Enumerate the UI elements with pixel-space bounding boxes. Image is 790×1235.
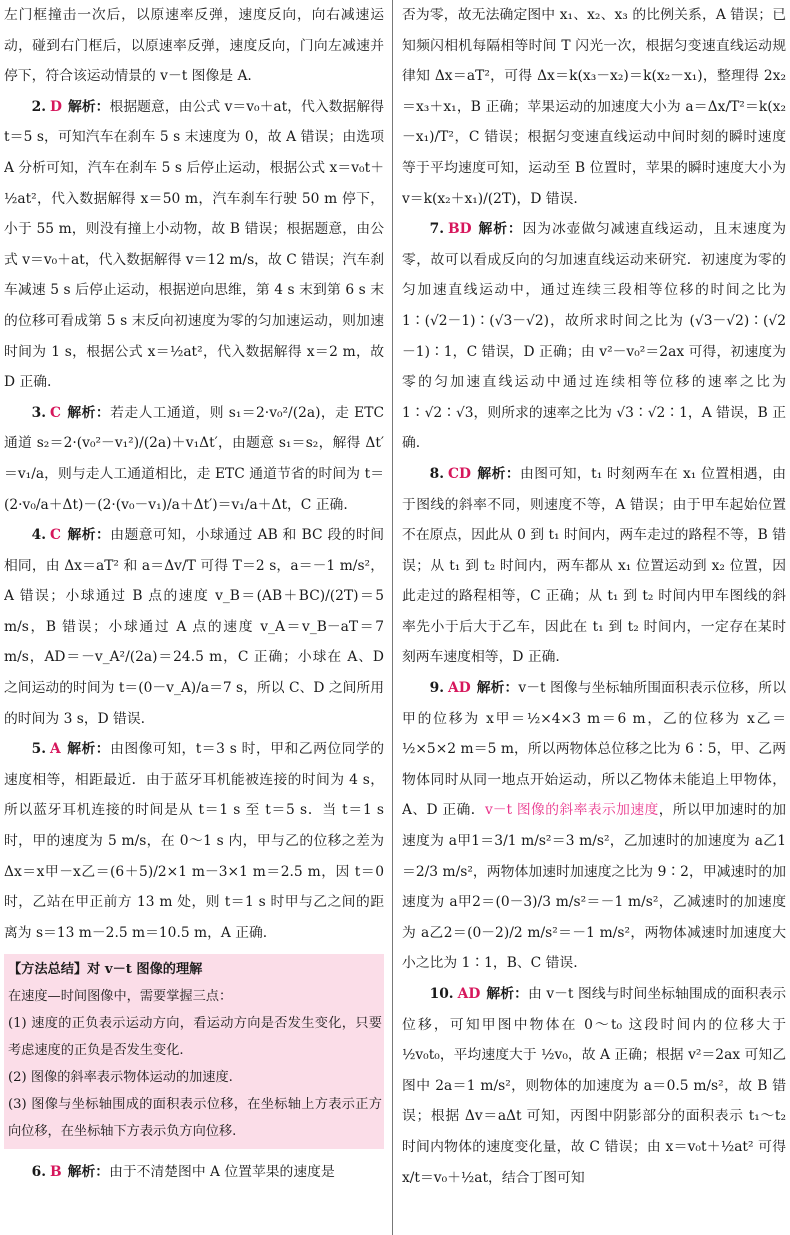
- analysis-text: 根据题意，由公式 v＝v₀＋at，代入数据解得 t＝5 s，可知汽车在刹车 5 s 末速度为 0，故 A 错误；由选项 A 分析可知，汽车在刹车 5 s 后停止运动，根据公式 x＝v₀t＋½at²，代入数据解得 x＝50 m，汽车刹车行驶 50 m 停下，小于 55 m，则没有撞上小动物，故 B 错误；根据题意，由公式 v＝v₀＋at，代入数据解得 v＝12 m/s，故 C 错误；汽车刹车减速 5 s 后停止运动，根据逆向思维，第 4 s 末到第 6 s 末的位移可看成第 5 s 末反向初速度为零的匀加速运动，则加速时间为 1 s，根据公式 x＝½at²，代入数据解得 x＝2 m，故 D 正确.: [4, 98, 384, 391]
- answer-key: CD: [448, 465, 471, 482]
- solution-item: [4, 520, 384, 734]
- question-number: 7.: [429, 221, 444, 238]
- answer-key: AD: [448, 680, 471, 697]
- method-summary-line: (2) 图像的斜率表示物体运动的加速度.: [8, 1070, 233, 1086]
- analysis-label: 解析：: [66, 741, 111, 758]
- method-summary-title: 【方法总结】对 v－t 图像的理解: [8, 962, 203, 978]
- solution-item: [4, 92, 384, 398]
- analysis-label: 解析：: [67, 1164, 110, 1181]
- question-number: 6.: [31, 1164, 46, 1181]
- analysis-text: 由图可知，t₁ 时刻两车在 x₁ 位置相遇，由于图线的斜率不同，则速度不等，A 错误；由于甲车起始位置不在原点，因此从 0 到 t₁ 时间内，两车走过的路程不等，B 错误；从 t₁ 到 t₂ 时间内，两车都从 x₁ 位置运动到 x₂ 位置，因此走过的路程相等，C 正确；从 t₁ 到 t₂ 时间内甲车图线的斜率先小于后大于乙车，因此在 t₁ 到 t₂ 时间内，一定存在某时刻两车速度相等，D 正确.: [402, 465, 786, 666]
- method-summary-line: (3) 图像与坐标轴围成的面积表示位移，在坐标轴上方表示正方向位移，在坐标轴下方表示负方向位移.: [8, 1097, 382, 1140]
- analysis-label: 解析：: [66, 527, 111, 544]
- analysis-text: 由于不清楚图中 A 位置苹果的速度是: [109, 1164, 335, 1181]
- answer-key: C: [50, 527, 61, 544]
- analysis-label: 解析：: [476, 680, 519, 697]
- analysis-text: 由 v－t 图线与时间坐标轴围成的面积表示位移，可知甲图中物体在 0～t₀ 这段时间内的位移大于 ½v₀t₀，平均速度大于 ½v₀，故 A 正确；根据 v²＝2ax 可知乙图中 2a＝1 m/s²，则物体的加速度为 a＝0.5 m/s²，故 B 错误；根据 Δv＝aΔt 可知，丙图中阴影部分的面积表示 t₁～t₂ 时间内物体的速度变化量，故 C 错误；由 x＝v₀t＋½at² 可得 x/t＝v₀＋½at，结合丁图可知: [402, 986, 786, 1186]
- analysis-text: 若走人工通道，则 s₁＝2·v₀²/(2a)，走 ETC 通道 s₂＝2·(v₀²－v₁²)/(2a)＋v₁Δt′，由题意 s₁＝s₂，解得 Δt′＝v₁/a，则与走人工通道相比，走 ETC 通道节省的时间为 t＝(2·v₀/a＋Δt)－(2·(v₀－v₁)/a＋Δt′)＝v₁/a＋Δt，C 正确.: [4, 404, 384, 513]
- column-divider: [392, 0, 393, 1235]
- analysis-label: 解析：: [486, 986, 528, 1002]
- solution-item: [4, 734, 384, 948]
- analysis-text: ，所以甲加速时的加速度为 a甲1＝3/1 m/s²＝3 m/s²，乙加速时的加速度为 a乙1＝2/3 m/s²，两物体加速时加速度之比为 9∶2，甲减速时的加速度为 a甲2＝(0－3)/3 m/s²＝－1 m/s²，乙减速时的加速度为 a乙2＝(0－2)/2 m/s²＝－1 m/s²，两物体减速时加速度大小之比为 1∶1，B、C 错误.: [402, 802, 786, 972]
- question-number: 10.: [429, 986, 454, 1002]
- left-column: [4, 0, 384, 1235]
- answer-key: A: [50, 741, 61, 758]
- question-number: 3.: [31, 404, 46, 421]
- question-number: 4.: [31, 527, 46, 544]
- answer-key: D: [50, 98, 62, 115]
- solution-item: [4, 398, 384, 520]
- answer-key: BD: [448, 221, 472, 238]
- analysis-label: 解析：: [476, 465, 521, 482]
- analysis-text: 由图像可知，t＝3 s 时，甲和乙两位同学的速度相等，相距最近．由于蓝牙耳机能被连接的时间为 4 s，所以蓝牙耳机连接的时间是从 t＝1 s 至 t＝5 s．当 t＝1 s 时，甲的速度为 5 m/s，在 0～1 s 内，甲与乙的位移之差为 Δx＝x甲－x乙＝(6＋5)/2×1 m－3×1 m＝2.5 m，因 t＝0 时，乙站在甲正前方 13 m 处，则 t＝1 s 时甲与乙之间的距离为 s＝13 m－2.5 m＝10.5 m，A 正确.: [4, 741, 384, 941]
- analysis-text: v－t 图像与坐标轴所围面积表示位移，所以甲的位移为 x甲＝½×4×3 m＝6 m，乙的位移为 x乙＝½×5×2 m＝5 m，所以两物体总位移之比为 6∶5，甲、乙两物体同时从同一地点开始运动，所以乙物体未能追上甲物体，A、D 正确．: [402, 680, 786, 819]
- analysis-text: 由题意可知，小球通过 AB 和 BC 段的时间相同，由 Δx＝aT² 和 a＝Δv/T 可得 T＝2 s，a＝－1 m/s²，A 错误；小球通过 B 点的速度 v_B＝(AB＋BC)/(2T)＝5 m/s，B 错误；小球通过 A 点的速度 v_A＝v_B－aT＝7 m/s，AD＝－v_A²/(2a)＝24.5 m，C 正确；小球在 A、D 之间运动的时间为 t＝(0－v_A)/a＝7 s，所以 C、D 之间所用的时间为 3 s，D 错误.: [4, 527, 384, 727]
- highlight-note: v－t 图像的斜率表示加速度: [484, 802, 659, 819]
- solution-continuation: 否为零，故无法确定图中 x₁、x₂、x₃ 的比例关系，A 错误；已知频闪相机每隔相等时间 T 闪光一次，根据匀变速直线运动规律知 Δx＝aT²，可得 Δx＝k(x₃－x₂)＝k(x₂－x₁)，整理得 2x₂＝x₃＋x₁，B 正确；苹果运动的加速度大小为 a＝Δx/T²＝k(x₂－x₁)/T²，C 错误；根据匀变速直线运动中间时刻的瞬时速度等于平均速度可知，运动至 B 位置时，苹果的瞬时速度大小为 v＝k(x₂＋x₁)/(2T)，D 错误.: [402, 7, 786, 207]
- solution-item: [402, 979, 786, 1193]
- question-number: 2.: [31, 98, 46, 115]
- answer-key: AD: [457, 986, 481, 1002]
- method-summary-line: 在速度—时间图像中，需要掌握三点：: [8, 989, 233, 1005]
- analysis-label: 解析：: [66, 404, 111, 421]
- analysis-label: 解析：: [67, 98, 110, 115]
- solution-item: [4, 1157, 384, 1188]
- method-summary-line: (1) 速度的正负表示运动方向，看运动方向是否发生变化，只要考虑速度的正负是否发生变化.: [8, 1016, 382, 1059]
- solution-item: [402, 673, 786, 979]
- answer-key: B: [50, 1164, 62, 1181]
- answer-key: C: [50, 404, 61, 421]
- question-number: 5.: [31, 741, 46, 758]
- solution-item: [402, 214, 786, 459]
- question-number: 9.: [429, 680, 444, 697]
- right-column: [402, 0, 786, 1235]
- question-number: 8.: [429, 465, 444, 482]
- method-summary-box: [4, 954, 384, 1149]
- analysis-label: 解析：: [477, 221, 523, 238]
- solution-item: [402, 459, 786, 673]
- analysis-text: 因为冰壶做匀减速直线运动，且末速度为零，故可以看成反向的匀加速直线运动来研究．初速度为零的匀加速直线运动中，通过连续三段相等位移的时间之比为 1∶(√2－1)∶(√3－√2)，故所求时间之比为 (√3－√2)∶(√2－1)∶1，C 错误，D 正确；由 v²－v₀²＝2ax 可得，初速度为零的匀加速直线运动中通过连续相等位移的速率之比为 1∶√2∶√3，则所求的速率之比为 √3∶√2∶1，A 错误，B 正确.: [402, 221, 786, 452]
- solution-continuation: 左门框撞击一次后，以原速率反弹，速度反向，向右减速运动，碰到右门框后，以原速率反弹，速度反向，门向左减速并停下，符合该运动情景的 v－t 图像是 A.: [4, 7, 384, 85]
